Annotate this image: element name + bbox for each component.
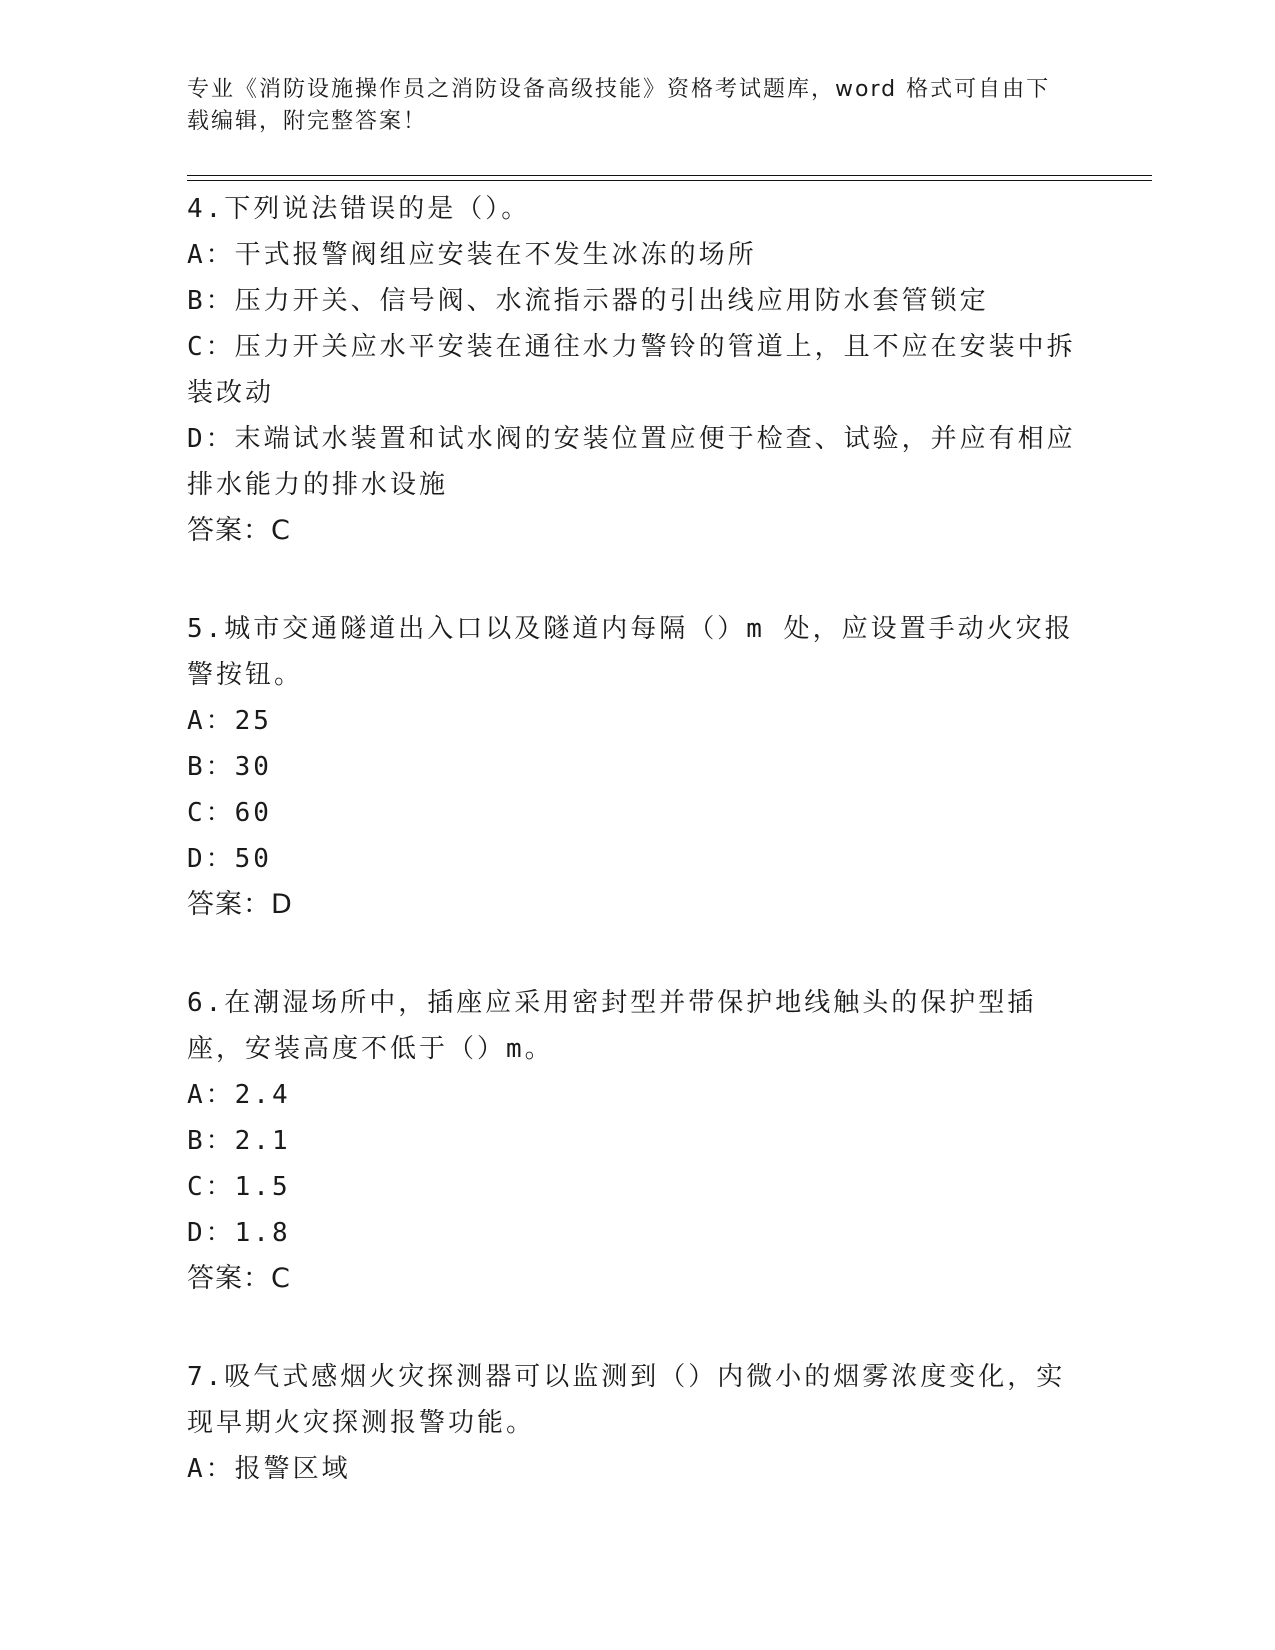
option-c: C：压力开关应水平安装在通往水力警铃的管道上，且不应在安装中拆装改动 [187,332,1076,408]
option-a: A：25 [187,706,272,736]
question-list [187,186,1087,1544]
answer-label: 答案：C [187,515,291,546]
question-stem: 4.下列说法错误的是（）。 [187,194,531,224]
option-c: C：60 [187,798,272,828]
header-divider-top [187,175,1152,176]
option-b: B：压力开关、信号阀、水流指示器的引出线应用防水套管锁定 [187,286,989,316]
question-stem: 7.吸气式感烟火灾探测器可以监测到（）内微小的烟雾浓度变化，实现早期火灾探测报警功能。 [187,1362,1066,1438]
option-a: A：2.4 [187,1080,291,1110]
option-c: C：1.5 [187,1172,291,1202]
option-b: B：2.1 [187,1126,291,1156]
question-5 [187,606,1087,928]
question-6 [187,980,1087,1302]
option-a: A：干式报警阀组应安装在不发生冰冻的场所 [187,240,757,270]
answer-label: 答案：D [187,889,293,920]
option-d: D：末端试水装置和试水阀的安装位置应便于检查、试验，并应有相应排水能力的排水设施 [187,424,1076,500]
question-7 [187,1354,1087,1492]
header-divider-bottom [187,180,1152,181]
option-d: D：1.8 [187,1218,291,1248]
answer-label: 答案：C [187,1263,291,1294]
option-b: B：30 [187,752,272,782]
option-a: A：报警区域 [187,1454,351,1484]
question-4 [187,186,1087,554]
question-stem: 6.在潮湿场所中，插座应采用密封型并带保护地线触头的保护型插座，安装高度不低于（）m。 [187,988,1037,1064]
question-stem: 5.城市交通隧道出入口以及隧道内每隔（）m 处，应设置手动火灾报警按钮。 [187,614,1074,690]
option-d: D：50 [187,844,272,874]
document-header: 专业《消防设施操作员之消防设备高级技能》资格考试题库，word 格式可自由下载编辑，附完整答案！ [187,77,1051,134]
